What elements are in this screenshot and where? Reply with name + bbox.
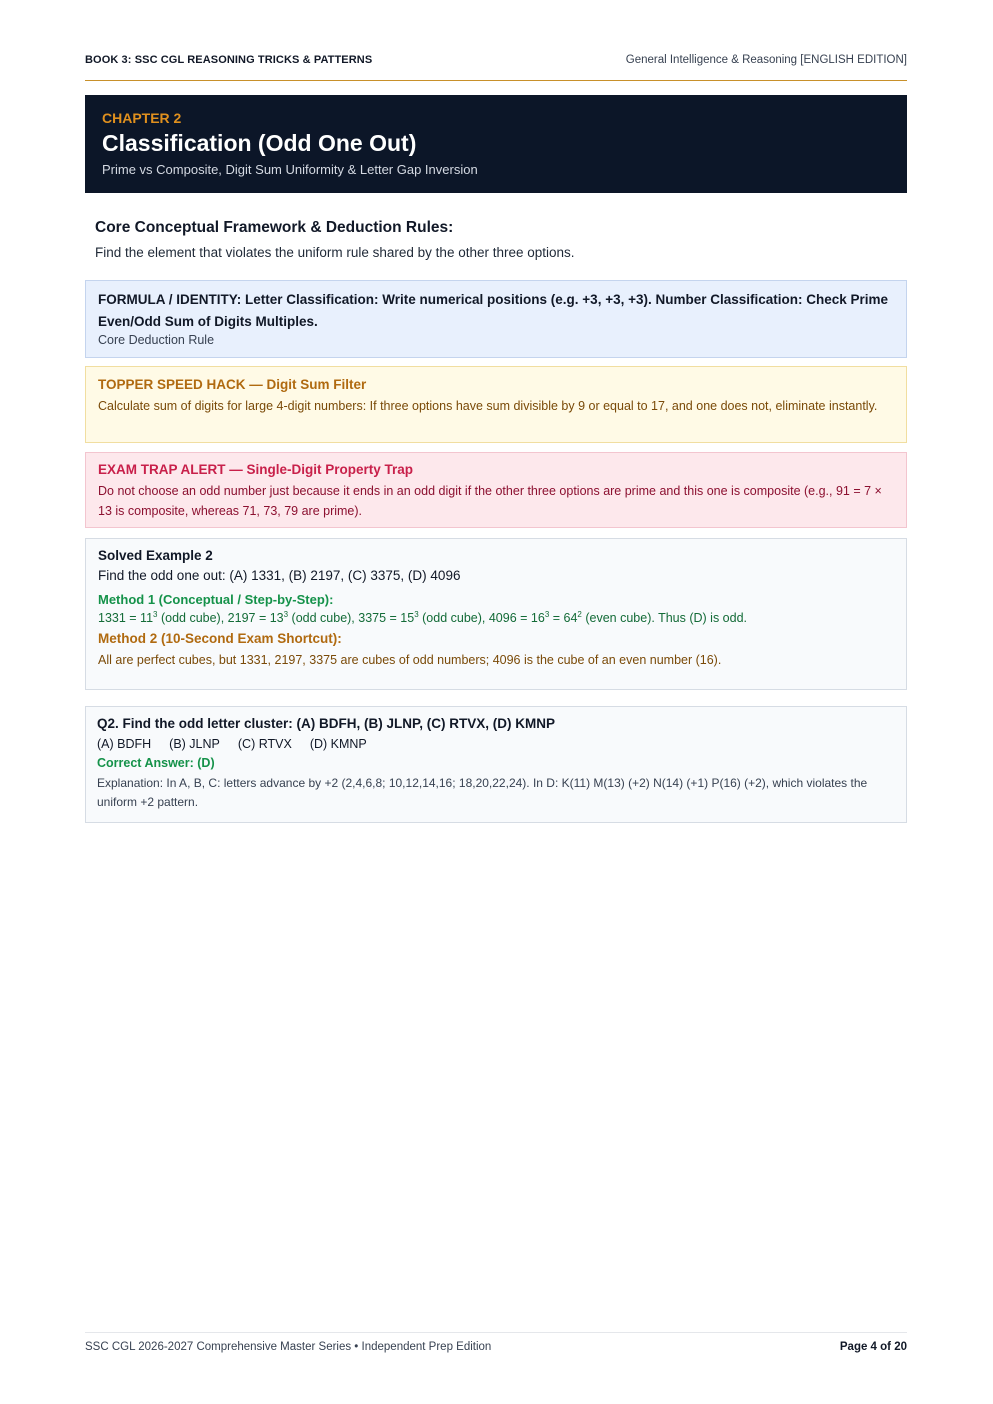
speed-hack-text: Calculate sum of digits for large 4-digit numbers: If three options have sum divisible by 9 or equal to 17, and one does not, eliminate instantly.	[98, 399, 878, 413]
book-subject: General Intelligence & Reasoning [ENGLISH EDITION]	[625, 54, 907, 66]
answer-explanation: Explanation: In A, B, C: letters advance by +2 (2,4,6,8; 10,12,14,16; 18,20,22,24). In D: K(11) M(13) (+2) N(14) (+1) P(16) (+2), which violates the uniform +2 pattern.	[97, 776, 868, 809]
chapter-banner	[85, 95, 907, 193]
speed-hack-box	[85, 366, 907, 443]
chapter-label: CHAPTER 2	[102, 110, 182, 126]
framework-title: Core Conceptual Framework & Deduction Rules:	[95, 219, 454, 236]
page-number: Page 4 of 20	[839, 1341, 907, 1353]
question-options	[97, 737, 895, 751]
trap-alert-text: Do not choose an odd number just because it ends in an odd digit if the other three options are prime and this one is composite (e.g., 91 = 7 × 13 is composite, whereas 71, 73, 79 are prime).	[98, 484, 882, 518]
solved-example-box	[85, 538, 907, 690]
book-title: BOOK 3: SSC CGL REASONING TRICKS & PATTERNS	[85, 54, 373, 66]
method1-title: Method 1 (Conceptual / Step-by-Step):	[98, 592, 334, 607]
option-c: (C) RTVX	[237, 737, 292, 751]
example-question: Find the odd one out: (A) 1331, (B) 2197, (C) 3375, (D) 4096	[98, 568, 461, 583]
framework-description: Find the element that violates the uniform rule shared by the other three options.	[95, 245, 575, 260]
question-title: Q2. Find the odd letter cluster: (A) BDFH, (B) JLNP, (C) RTVX, (D) KMNP	[97, 716, 556, 731]
option-d: (D) KMNP	[309, 737, 367, 751]
series-name: SSC CGL 2026-2027 Comprehensive Master Series • Independent Prep Edition	[85, 1341, 492, 1353]
speed-hack-title: TOPPER SPEED HACK — Digit Sum Filter	[98, 377, 367, 392]
method1-text: $1331 = 11^3$ (odd cube), $2197 = 13^3$ (odd cube), $3375 = 15^3$ (odd cube), $4096 = 16^3 = 64^2$ (even cube). Thus (D) is odd.	[98, 609, 747, 625]
option-b: (B) JLNP	[169, 737, 220, 751]
page-footer	[85, 1332, 907, 1353]
method2-title: Method 2 (10-Second Exam Shortcut):	[98, 631, 342, 646]
formula-box	[85, 280, 907, 358]
framework-section	[95, 219, 897, 260]
formula-label: Core Deduction Rule	[98, 333, 215, 347]
option-a: (A) BDFH	[97, 737, 152, 751]
method2-text: All are perfect cubes, but 1331, 2197, 3375 are cubes of odd numbers; 4096 is the cube of an even number (16).	[98, 653, 722, 667]
trap-alert-box	[85, 452, 907, 528]
trap-alert-title: EXAM TRAP ALERT — Single-Digit Property Trap	[98, 462, 414, 477]
practice-question-box	[85, 706, 907, 823]
chapter-subtitle: Prime vs Composite, Digit Sum Uniformity & Letter Gap Inversion	[102, 162, 478, 177]
formula-text: FORMULA / IDENTITY: Letter Classification: Write numerical positions (e.g. +3, +3, +3). Number Classification: Check Prime Even/Odd Sum of Digits Multiples.	[98, 292, 889, 329]
chapter-title: Classification (Odd One Out)	[102, 130, 417, 156]
correct-answer: Correct Answer: (D)	[97, 756, 215, 770]
example-title: Solved Example 2	[98, 548, 213, 563]
page-header	[85, 54, 907, 81]
